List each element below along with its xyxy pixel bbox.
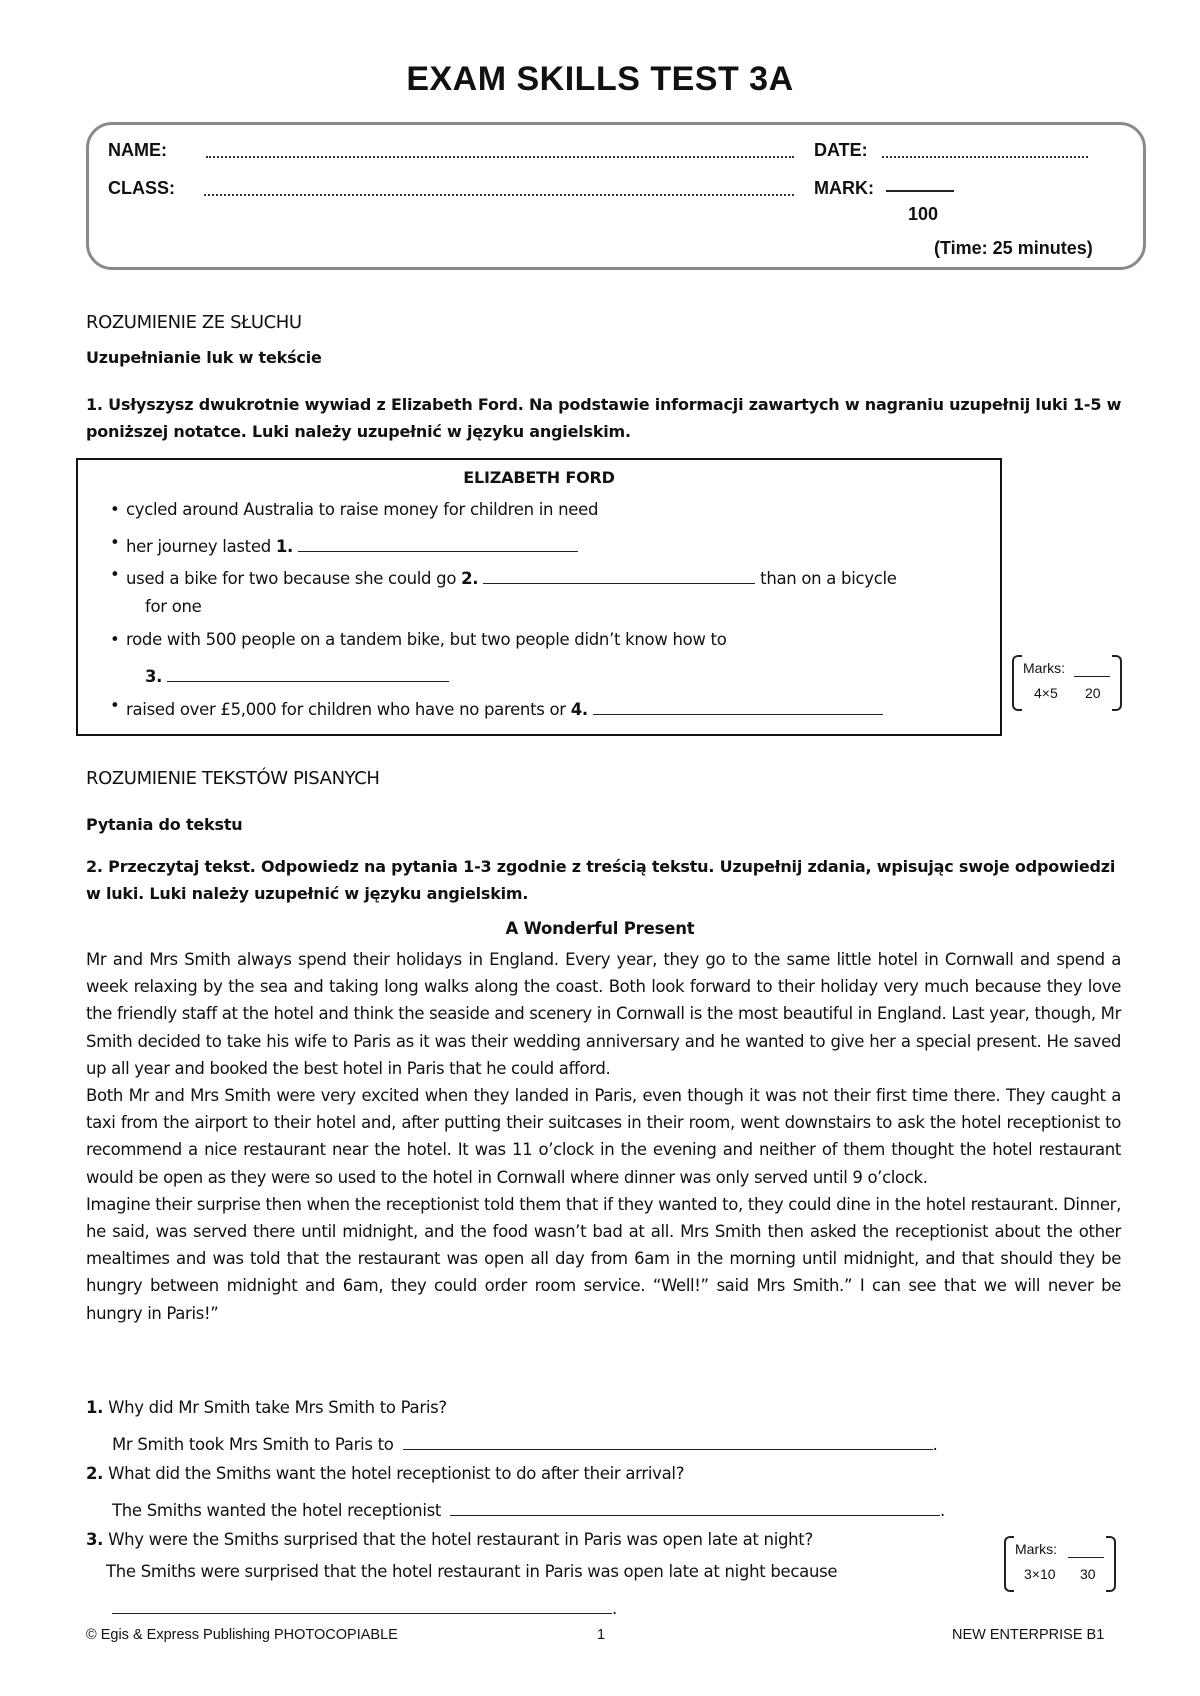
name-field[interactable] (206, 156, 794, 158)
marks-calc: 4×5 (1034, 685, 1058, 701)
story-passage (86, 946, 1121, 1327)
time-limit: (Time: 25 minutes) (934, 238, 1093, 258)
marks-bracket-right (1106, 1536, 1116, 1592)
page-title: EXAM SKILLS TEST 3A (406, 60, 794, 98)
marks-bracket-left (1012, 655, 1022, 711)
note-bullet-3: • used a bike for two because she could go 2. than on a bicycle (110, 565, 897, 588)
gap-4[interactable] (593, 696, 883, 715)
marks-bracket-right (1112, 655, 1122, 711)
marks-label: Marks: (1023, 660, 1065, 676)
reading-heading: ROZUMIENIE TEKSTÓW PISANYCH (86, 768, 380, 789)
gap-1[interactable] (298, 533, 578, 552)
answer-3-continuation: . (112, 1595, 617, 1618)
note-bullet-1: • cycled around Australia to raise money for children in need (110, 500, 599, 519)
page-number: 1 (597, 1627, 606, 1643)
mark-total: 100 (908, 204, 939, 224)
footer-copyright: © Egis & Express Publishing PHOTOCOPIABLE (86, 1627, 398, 1643)
date-field[interactable] (882, 156, 1088, 158)
listening-heading: ROZUMIENIE ZE SŁUCHU (86, 312, 302, 333)
story-paragraph: Both Mr and Mrs Smith were very excited when they landed in Paris, even though it was not their first time there. They caught a taxi from the airport to their hotel and, after putting their suitcases in their room, went downstairs to ask the hotel receptionist to recommend a nice restaurant near the hotel. It was 11 o’clock in the evening and neither of them thought the hotel restaurant would be open as they were so used to the hotel in Cornwall where dinner was only served until 9 o’clock. (86, 1086, 1121, 1187)
marks-total: 30 (1080, 1566, 1096, 1582)
question-3: 3. Why were the Smiths surprised that the hotel restaurant in Paris was open late at night? (86, 1530, 813, 1549)
answer-1-line: Mr Smith took Mrs Smith to Paris to . (112, 1431, 938, 1454)
mark-field[interactable] (886, 190, 954, 192)
listening-instruction: 1. Usłyszysz dwukrotnie wywiad z Elizabeth Ford. Na podstawie informacji zawartych w nagraniu uzupełnij luki 1-5 w poniższej notatce. Luki należy uzupełnić w języku angielskim. (86, 395, 1122, 441)
answer-2-line: The Smiths wanted the hotel receptionist . (112, 1497, 945, 1520)
class-label: CLASS: (108, 178, 175, 198)
gap-2[interactable] (483, 565, 755, 584)
note-bullet-4-gap-line: 3. (145, 663, 449, 686)
gap-3[interactable] (167, 663, 449, 682)
reading-subheading: Pytania do tekstu (86, 815, 243, 834)
story-paragraph: Imagine their surprise then when the receptionist told them that if they wanted to, they could dine in the hotel restaurant. Dinner, he said, was served there until midnight, and the food wasn’t bad at all. Mrs Smith then asked the receptionist about the other mealtimes and was told that the restaurant was open all day from 6am in the morning until midnight, and that should they be hungry between midnight and 6am, they could order room service. “Well!” said Mrs Smith.” I can see that we will never be hungry in Paris!” (86, 1194, 1121, 1323)
answer-2-field[interactable] (450, 1497, 940, 1516)
marks-calc: 3×10 (1024, 1566, 1056, 1582)
marks-bracket-left (1004, 1536, 1014, 1592)
note-bullet-4: • rode with 500 people on a tandem bike, but two people didn’t know how to (110, 630, 727, 649)
marks-total: 20 (1085, 685, 1101, 701)
note-bullet-2: • her journey lasted 1. (110, 533, 578, 556)
listening-subheading: Uzupełnianie luk w tekście (86, 348, 322, 367)
reading-instruction: 2. Przeczytaj tekst. Odpowiedz na pytania 1-3 zgodnie z treścią tekstu. Uzupełnij zdania, wpisując swoje odpowiedzi w luki. Luki należy uzupełnić w języku angielskim. (86, 857, 1116, 903)
note-bullet-3-continued: for one (145, 597, 202, 616)
answer-3-line: The Smiths were surprised that the hotel restaurant in Paris was open late at night because (106, 1562, 838, 1581)
answer-3-field[interactable] (112, 1595, 612, 1614)
footer-course-name: NEW ENTERPRISE B1 (952, 1627, 1105, 1643)
story-paragraph: Mr and Mrs Smith always spend their holidays in England. Every year, they go to the same little hotel in Cornwall and spend a week relaxing by the sea and taking long walks along the coast. Both look forward to their holiday very much because they love the friendly staff at the hotel and think the seaside and scenery in Cornwall is the most beautiful in England. Last year, though, Mr Smith decided to take his wife to Paris as it was their wedding anniversary and he wanted to give her a special present. He saved up all year and booked the best hotel in Paris that he could afford. (86, 950, 1121, 1078)
note-bullet-5: • raised over £5,000 for children who have no parents or 4. (110, 696, 883, 719)
marks-score-field[interactable] (1074, 676, 1110, 677)
story-title: A Wonderful Present (505, 919, 695, 938)
name-label: NAME: (108, 140, 167, 160)
mark-label: MARK: (814, 178, 874, 198)
class-field[interactable] (204, 194, 794, 196)
marks-label: Marks: (1015, 1541, 1057, 1557)
question-2: 2. What did the Smiths want the hotel receptionist to do after their arrival? (86, 1464, 685, 1483)
marks-score-field[interactable] (1068, 1557, 1104, 1558)
date-label: DATE: (814, 140, 868, 160)
note-title: ELIZABETH FORD (463, 468, 615, 487)
question-1: 1. Why did Mr Smith take Mrs Smith to Paris? (86, 1398, 447, 1417)
answer-1-field[interactable] (403, 1431, 933, 1450)
